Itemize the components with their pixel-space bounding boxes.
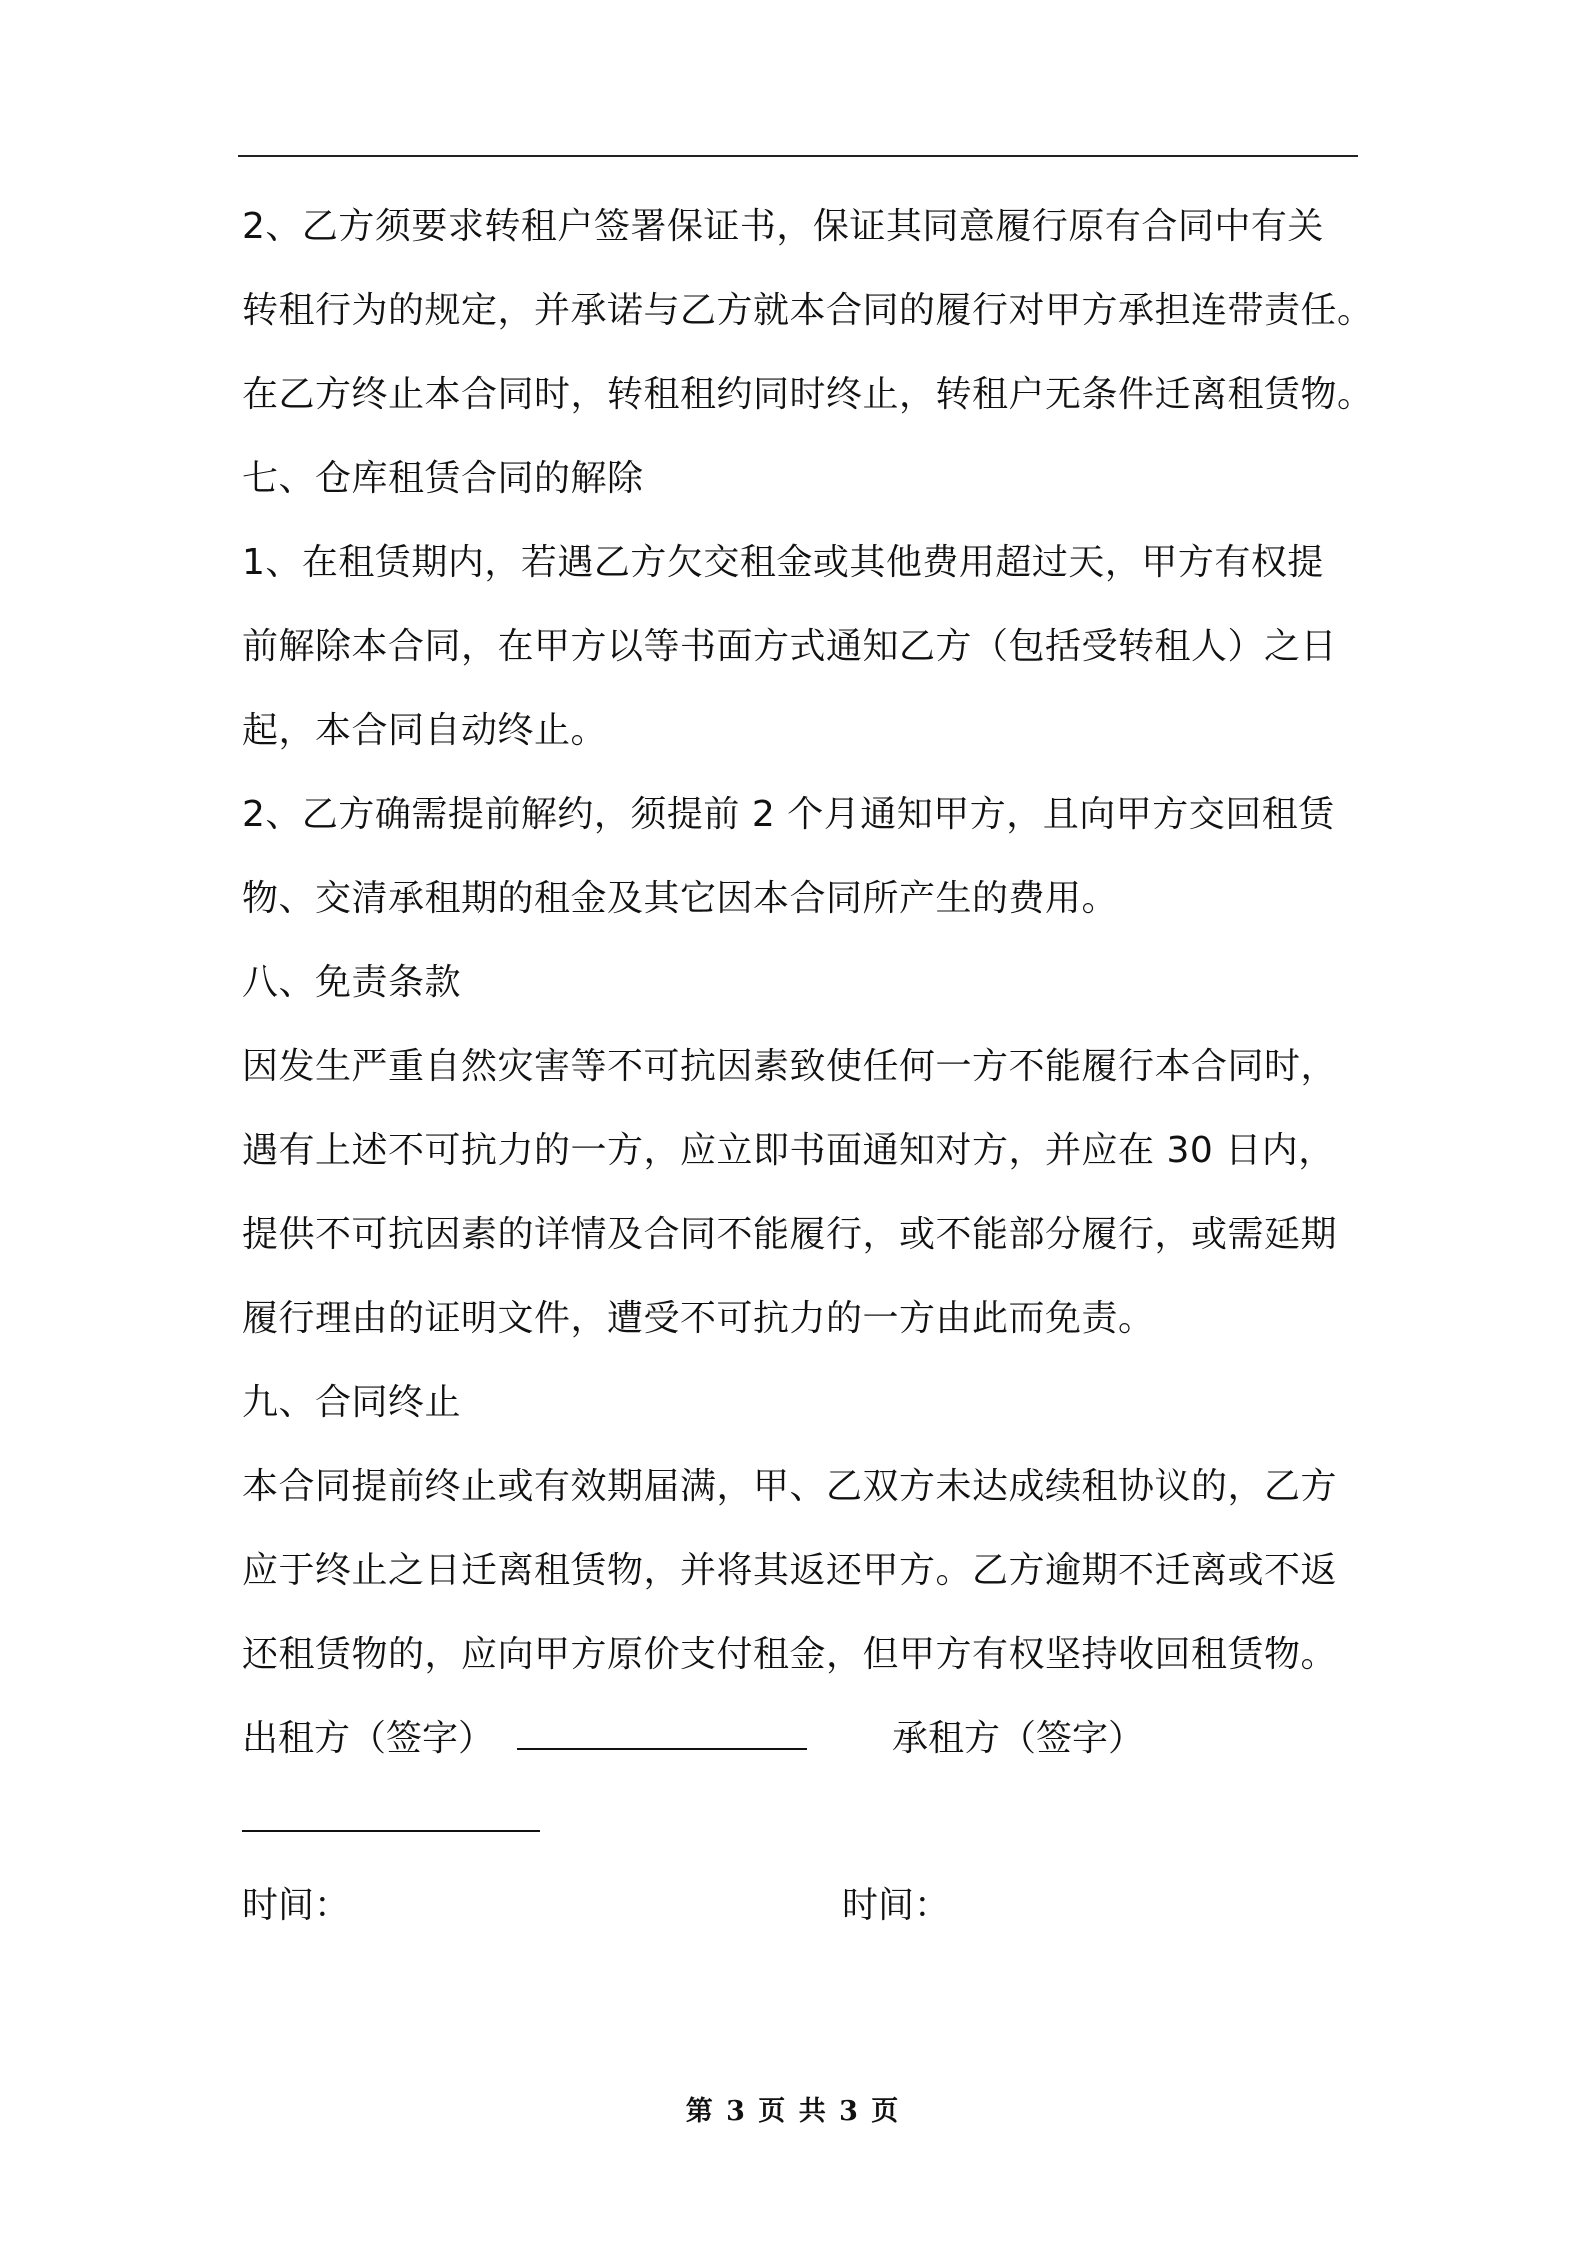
- header-rule: [238, 155, 1358, 157]
- paragraph-line: 应于终止之日迁离租赁物，并将其返还甲方。乙方逾期不迁离或不返: [242, 1550, 1338, 1591]
- paragraph-line: 前解除本合同，在甲方以等书面方式通知乙方（包括受转租人）之日: [242, 626, 1338, 667]
- time-row: [242, 1882, 1362, 1930]
- paragraph-line: 还租赁物的，应向甲方原价支付租金，但甲方有权坚持收回租赁物。: [242, 1634, 1338, 1675]
- paragraph-line: 遇有上述不可抗力的一方，应立即书面通知对方，并应在 30 日内，: [242, 1130, 1335, 1171]
- paragraph-line: 物、交清承租期的租金及其它因本合同所产生的费用。: [242, 878, 1119, 919]
- paragraph-line: 2、乙方确需提前解约，须提前 2 个月通知甲方，且向甲方交回租赁: [242, 794, 1335, 835]
- signature-row: [242, 1715, 1362, 1763]
- lessee-signature-blank-row: [242, 1797, 1362, 1845]
- page-footer: 第 3 页 共 3 页: [685, 2096, 901, 2127]
- paragraph-line: 2、乙方须要求转租户签署保证书，保证其同意履行原有合同中有关: [242, 206, 1324, 247]
- lessor-signature-label: 出租方（签字）: [242, 1718, 495, 1759]
- paragraph-line: 因发生严重自然灾害等不可抗因素致使任何一方不能履行本合同时，: [242, 1046, 1338, 1087]
- paragraph-line: 履行理由的证明文件，遭受不可抗力的一方由此而免责。: [242, 1298, 1155, 1339]
- lessor-signature-blank: [517, 1718, 807, 1750]
- paragraph-line: 提供不可抗因素的详情及合同不能履行，或不能部分履行，或需延期: [242, 1214, 1338, 1255]
- section-heading: 八、免责条款: [242, 962, 462, 1003]
- paragraph-line: 转租行为的规定，并承诺与乙方就本合同的履行对甲方承担连带责任。: [242, 290, 1374, 331]
- time-label-left: 时间：: [242, 1885, 351, 1926]
- paragraph-line: 在乙方终止本合同时，转租租约同时终止，转租户无条件迁离租赁物。: [242, 374, 1374, 415]
- paragraph-line: 起，本合同自动终止。: [242, 710, 608, 751]
- time-label-right: 时间：: [842, 1885, 951, 1926]
- lessee-signature-label: 承租方（签字）: [892, 1718, 1145, 1759]
- section-heading: 七、仓库租赁合同的解除: [242, 458, 644, 499]
- lessee-signature-blank: [242, 1800, 540, 1832]
- paragraph-line: 本合同提前终止或有效期届满，甲、乙双方未达成续租协议的，乙方: [242, 1466, 1338, 1507]
- section-heading: 九、合同终止: [242, 1382, 462, 1423]
- paragraph-line: 1、在租赁期内，若遇乙方欠交租金或其他费用超过天，甲方有权提: [242, 542, 1324, 583]
